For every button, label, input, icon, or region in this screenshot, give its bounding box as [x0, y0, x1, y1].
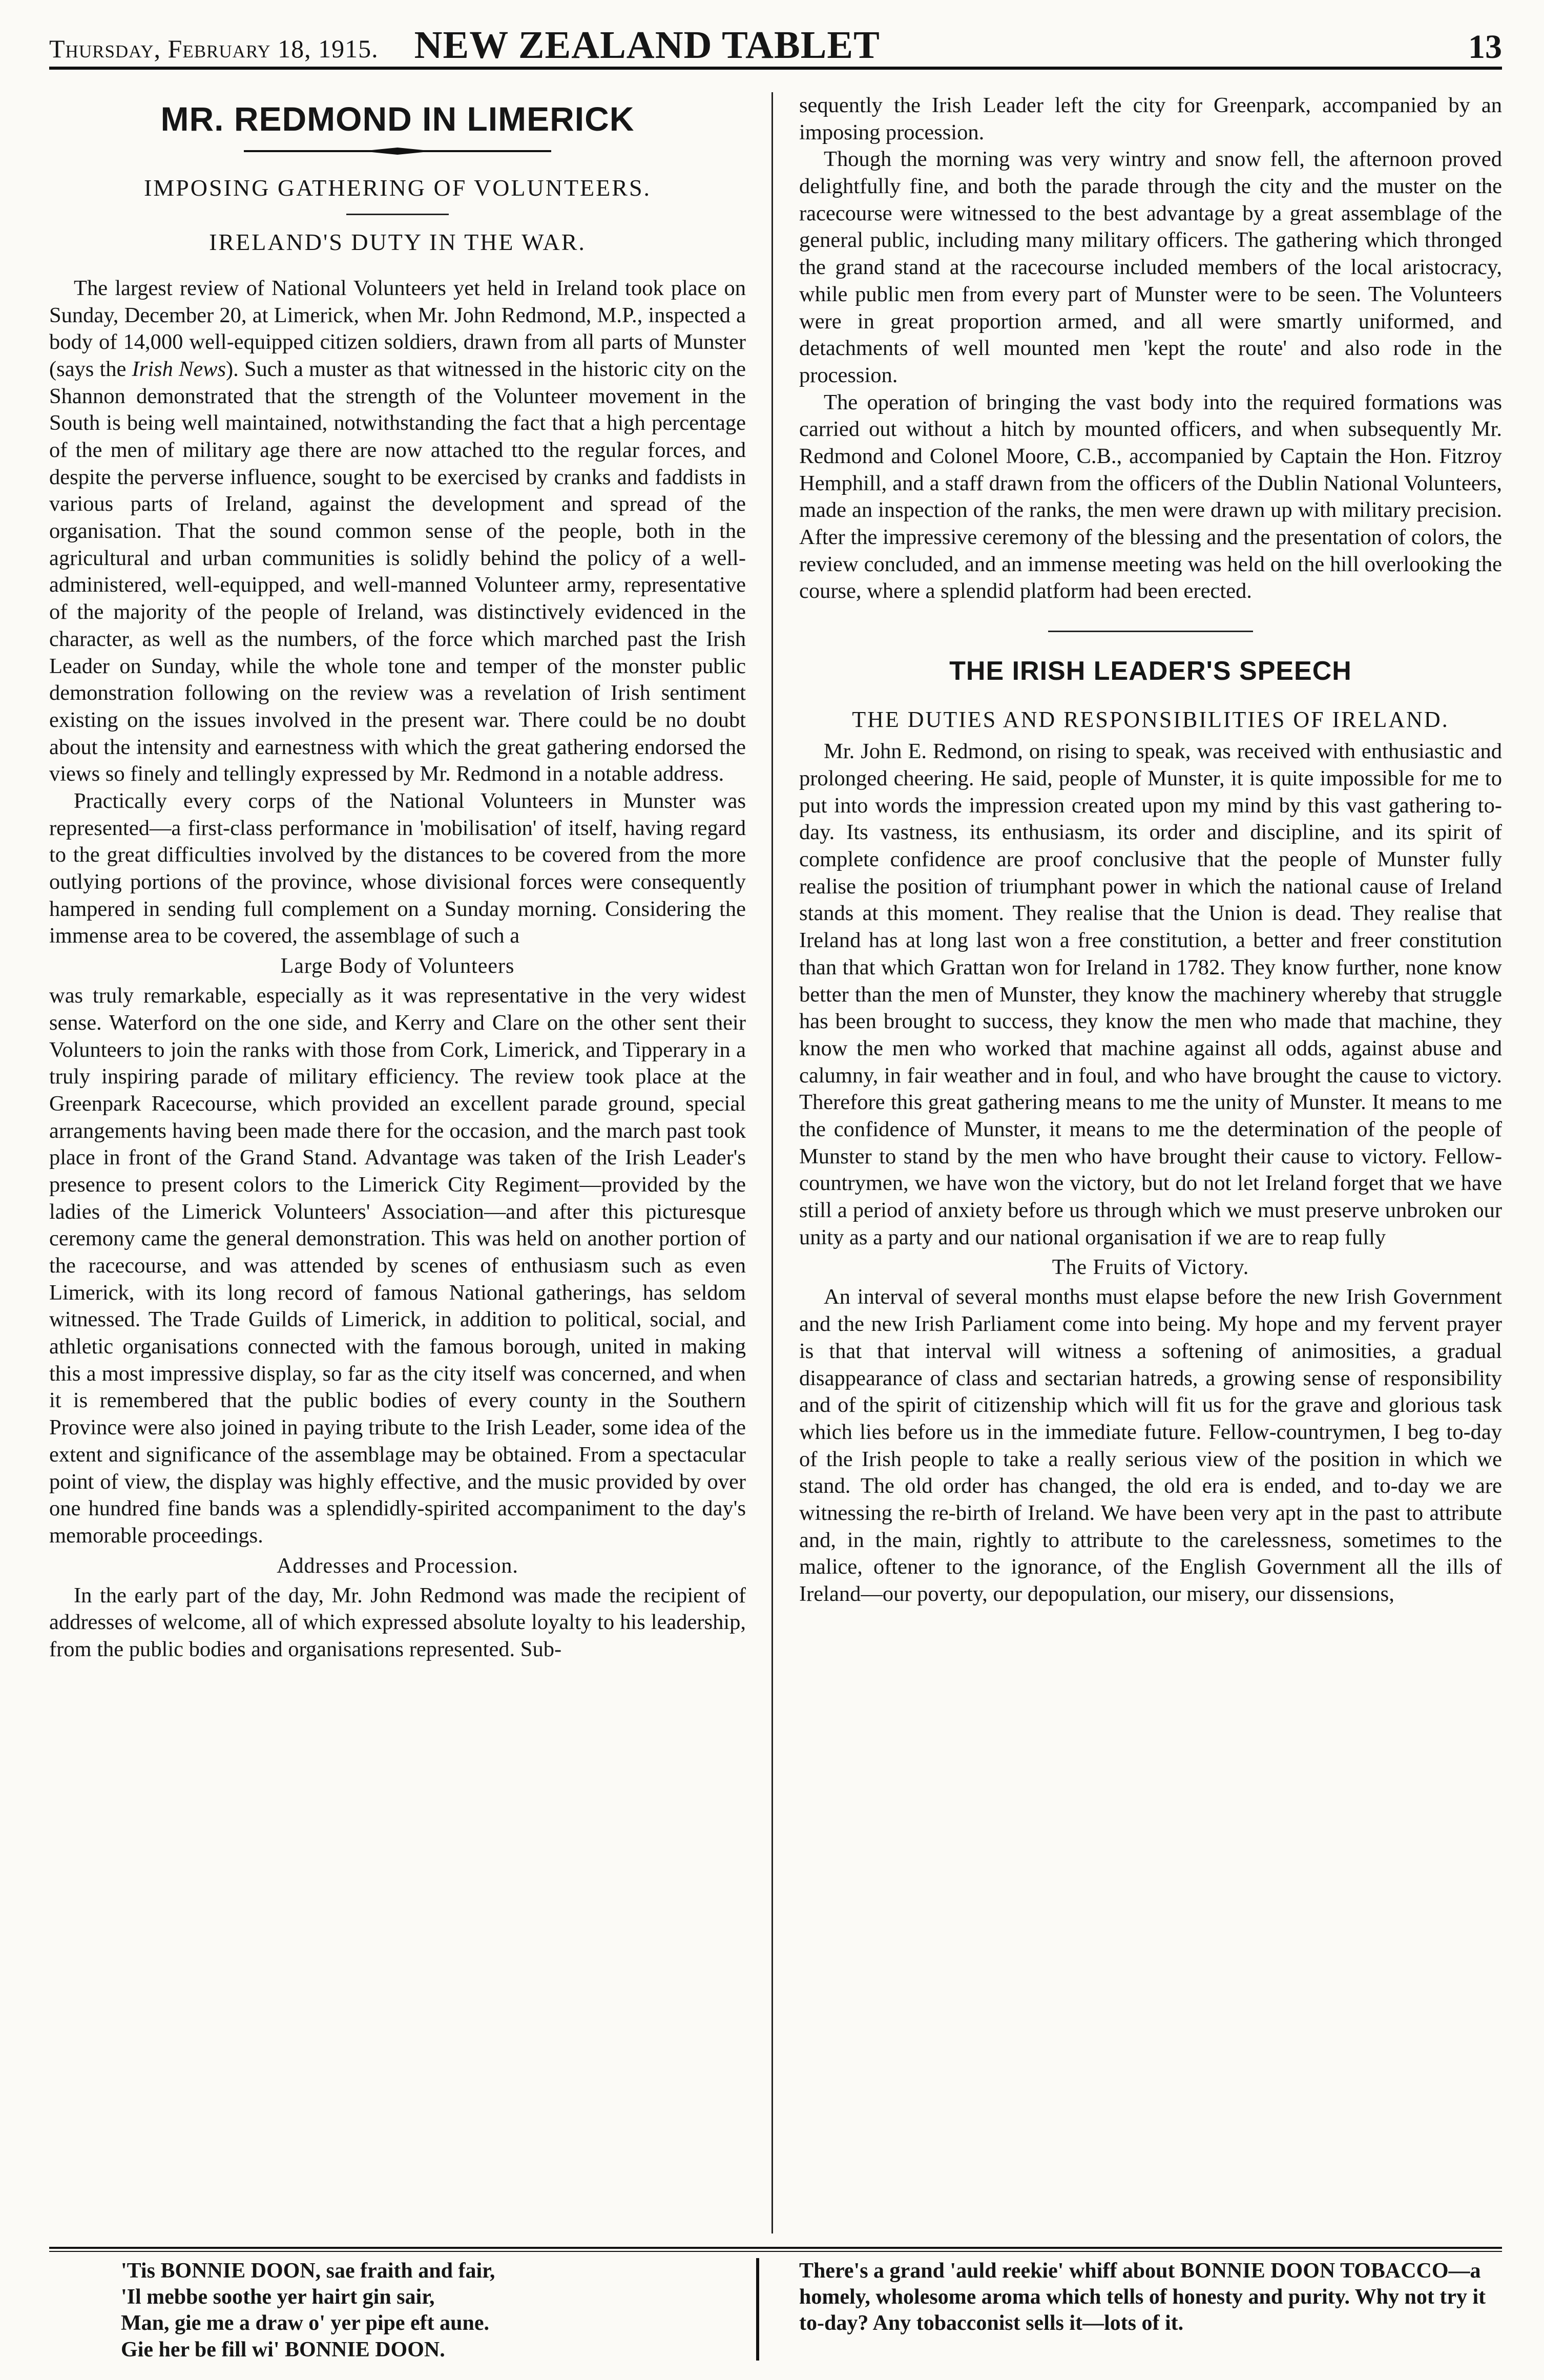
- issue-date: Thursday, February 18, 1915.: [49, 34, 379, 63]
- section-heading-addresses: Addresses and Procession.: [277, 1554, 518, 1578]
- advertisement-divider: [756, 2258, 759, 2361]
- publication-title: NEW ZEALAND TABLET: [414, 24, 880, 67]
- article-subhead-gathering: IMPOSING GATHERING OF VOLUNTEERS.: [143, 174, 652, 201]
- advertisement-copy: There's a grand 'auld reekie' whiff about BONNIE DOON TOBACCO—a homely, wholesome aroma which tells of honesty and purity. Why not try it to-day? Any tobacconist sells it—lots of it.: [799, 2259, 1486, 2335]
- section-heading-large-body: Large Body of Volunteers: [280, 954, 515, 978]
- left-column: [49, 92, 746, 2244]
- column-divider: [771, 92, 773, 2233]
- speech-paragraph-2: An interval of several months must elapse before the new Irish Government and the new Irish Parliament come into being. My hope and my fervent prayer is that that interval will witness a softening of animosities, a gradual disappearance of class and sectarian hatreds, a growing sense of responsibility and of the spirit of citizenship which will fit us for the grave and glorious task which lies before us in the immediate future. Fellow-countrymen, I beg to-day of the Irish people to take a really serious view of the position in which we stand. The old order has changed, the old era is ended, and to-day we are witnessing the re-birth of Ireland. We have been very apt in the past to attribute and, in the main, rightly to attribute to the carelessness, sometimes to the malice, oftener to the ignorance, of the English Government all the ills of Ireland—our poverty, our depopulation, our misery, our dissensions,: [799, 1285, 1502, 1606]
- footer-top-rule-thin: [49, 2251, 1502, 2252]
- verse-line: 'Tis BONNIE DOON, sae fraith and fair,: [121, 2259, 495, 2283]
- source-citation: Irish News: [132, 357, 226, 381]
- right-column: [799, 92, 1502, 2244]
- speech-subhead: THE DUTIES AND RESPONSIBILITIES OF IRELAND.: [852, 706, 1449, 732]
- article-headline: MR. REDMOND IN LIMERICK: [160, 100, 635, 138]
- verse-line: 'Il mebbe soothe yer hairt gin sair,: [121, 2285, 435, 2309]
- footer-top-rule: [49, 2247, 1502, 2249]
- speech-paragraph-1: Mr. John E. Redmond, on rising to speak, was received with enthusiastic and prolonged cheering. He said, people of Munster, it is quite impossible for me to put into words the impression created upon my mind by this vast gathering to-day. Its vastness, its enthusiasm, its order and discipline, and its spirit of complete confidence are proof conclusive that the people of Munster fully realise the position of triumphant power in which the national cause of Ireland stands at this moment. They realise that the Union is dead. They realise that Ireland has at long last won a free constitution, a better and freer constitution than that which Grattan won for Ireland in 1782. They know further, none know better than the men of Munster, they know the machinery whereby that struggle has been brought to success, they know the men who made that machine, they know the men who worked that machine against all odds, against abuse and calumny, in fair weather and in foul, and who have brought the cause to victory. Therefore this great gathering means to me the unity of Munster. It means to me the confidence of Munster, it means to me the determination of the people of Munster to stand by the men who have brought their cause to victory. Fellow-countrymen, we have won the victory, but do not let Ireland forget that we have still a period of anxiety before us through which we must preserve unbroken our unity as a party and our national organisation if we are to reap fully: [799, 739, 1502, 1249]
- page-number: 13: [1468, 28, 1502, 66]
- subhead-divider: [346, 214, 449, 215]
- article-paragraph-1: The largest review of National Volunteers yet held in Ireland took place on Sunday, December 20, at Limerick, when Mr. John Redmond, M.P., inspected a body of 14,000 well-equipped citizen soldiers, drawn from all parts of Munster (says the Irish News). Such a muster as that witnessed in the historic city on the Shannon demonstrated that the strength of the Volunteer movement in the South is being well maintained, notwithstanding the fact that a high percentage of the men of military age there are now attached tto the regular forces, and despite the perverse influence, sought to be exercised by cranks and faddists in various parts of Ireland, against the development and spread of the organisation. That the sound common sense of the people, both in the agricultural and urban communities is solidly behind the policy of a well-administered, well-equipped, and well-manned Volunteer army, representative of the majority of the people of Ireland, was distinctively evidenced in the character, as well as the numbers, of the force which marched past the Irish Leader on Sunday, while the whole tone and temper of the monster public demonstration following on the review was a revelation of Irish sentiment existing on the issues involved in the present war. There could be no doubt about the intensity and earnestness with which the great gathering endorsed the views so finely and tellingly expressed by Mr. Redmond in a notable address.: [49, 276, 746, 786]
- article-paragraph-3: was truly remarkable, especially as it was representative in the very widest sense. Waterford on the one side, and Kerry and Clare on the other sent their Volunteers to join the ranks with those from Cork, Limerick, and Tipperary in a truly inspiring parade of military efficiency. The review took place at the Greenpark Racecourse, which provided an excellent parade ground, special arrangements having been made there for the occasion, and the march past took place in front of the Grand Stand. Advantage was taken of the Irish Leader's presence to present colors to the Limerick City Regiment—provided by the ladies of the Limerick Volunteers' Association—and after this picturesque ceremony came the general demonstration. This was held on another portion of the racecourse, and was attended by scenes of enthusiasm such as even Limerick, with its long record of famous National gatherings, has seldom witnessed. The Trade Guilds of Limerick, in addition to political, social, and athletic organisations connected with the famous borough, united in making this a most impressive display, so far as the city itself was concerned, and when it is remembered that the public bodies of every county in the Southern Province were also joined in paying tribute to the Irish Leader, some idea of the extent and significance of the assemblage may be obtained. From a spectacular point of view, the display was highly effective, and the music provided by over one hundred fine bands was a splendidly-spirited accompaniment to the day's memorable proceedings.: [49, 984, 746, 1548]
- article-paragraph-2: Practically every corps of the National Volunteers in Munster was represented—a first-class performance in 'mobilisation' of itself, having regard to the great difficulties involved by the distances to be covered from the more outlying portions of the province, whose divisional forces were consequently hampered in sending full complement on a Sunday morning. Considering the immense area to be covered, the assemblage of such a: [49, 788, 746, 948]
- article-paragraph-4: In the early part of the day, Mr. John Redmond was made the recipient of addresses of welcome, all of which expressed absolute loyalty to his leadership, from the public bodies and organisations represented. Sub-: [49, 1583, 746, 1662]
- article-paragraph-6: The operation of bringing the vast body into the required formations was carried out without a hitch by mounted officers, and when subsequently Mr. Redmond and Colonel Moore, C.B., accompanied by Captain the Hon. Fitzroy Hemphill, and a staff drawn from the officers of the Dublin National Volunteers, made an inspection of the ranks, the men were drawn up with military precision. After the impressive ceremony of the blessing and the presentation of colors, the review concluded, and an immense meeting was held on the hill overlooking the course, where a splendid platform had been erected.: [799, 390, 1502, 603]
- advertisement-verse: [121, 2258, 756, 2363]
- tobacco-advertisement: [49, 2258, 1502, 2361]
- verse-line: Man, gie me a draw o' yer pipe eft aune.: [121, 2311, 489, 2335]
- section-heading-fruits: The Fruits of Victory.: [1052, 1256, 1249, 1280]
- verse-line: Gie her be fill wi' BONNIE DOON.: [121, 2337, 445, 2362]
- article-paragraph-4-continued: sequently the Irish Leader left the city for Greenpark, accompanied by an imposing procession.: [799, 93, 1502, 144]
- masthead: [49, 20, 1502, 70]
- section-divider: [1048, 631, 1253, 632]
- article-subhead-duty: IRELAND'S DUTY IN THE WAR.: [209, 228, 586, 255]
- speech-headline: THE IRISH LEADER'S SPEECH: [949, 656, 1352, 686]
- headline-ornament: [244, 147, 551, 156]
- article-paragraph-5: Though the morning was very wintry and snow fell, the afternoon proved delightfully fine, and both the parade through the city and the muster on the racecourse were witnessed to the best advantage by a great assemblage of the general public, including many military officers. The gathering which thronged the grand stand at the racecourse included members of the local aristocracy, while public men from every part of Munster were to be seen. The Volunteers were in great proportion armed, and all were smartly uniformed, and detachments of well mounted men 'kept the route' and also rode in the procession.: [799, 147, 1502, 387]
